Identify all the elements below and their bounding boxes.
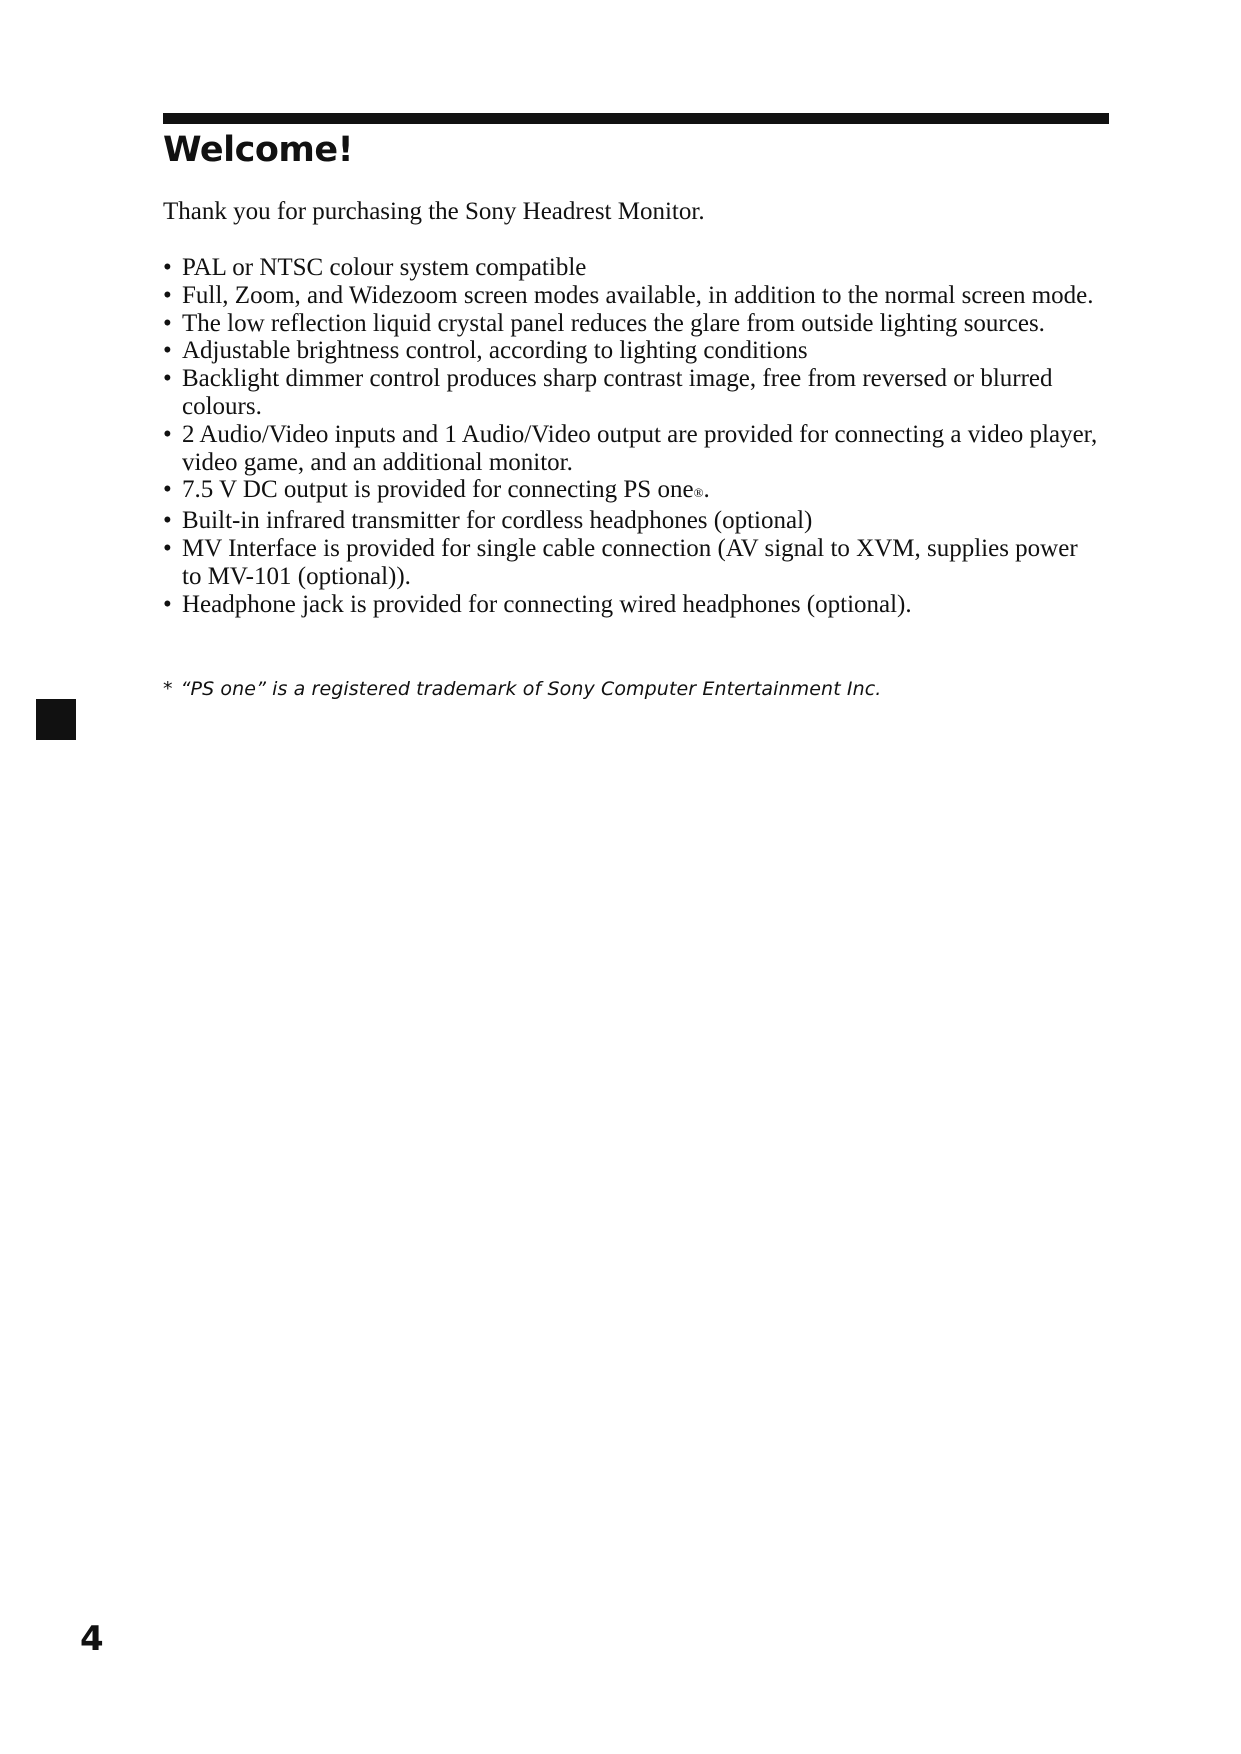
bullet: • [163, 365, 172, 393]
bullet: • [163, 476, 172, 504]
feature-list [163, 254, 1103, 618]
feature-text: Adjustable brightness control, according to lighting conditions [182, 337, 808, 365]
feature-text: Built-in infrared transmitter for cordless headphones (optional) [182, 507, 813, 535]
intro-text: Thank you for purchasing the Sony Headrest Monitor. [163, 198, 705, 225]
feature-text: Full, Zoom, and Widezoom screen modes available, in addition to the normal screen mode. [182, 281, 1094, 309]
feature-text: 7.5 V DC output is provided for connecting PS one [182, 476, 694, 504]
registered-mark: ® [693, 485, 704, 501]
top-rule [163, 113, 1109, 124]
bullet: • [163, 337, 172, 365]
list-item [163, 591, 1103, 619]
bullet: • [163, 507, 172, 535]
list-item [163, 535, 1103, 591]
list-item [163, 365, 1103, 421]
list-item [163, 337, 1103, 365]
feature-text: MV Interface is provided for single cable connection (AV signal to XVM, supplies power to MV-101 (optional)). [182, 534, 1078, 590]
bullet: • [163, 254, 172, 281]
section-tab-marker [36, 699, 76, 740]
list-item [163, 254, 1103, 282]
bullet: • [163, 420, 172, 448]
list-item [163, 421, 1103, 477]
feature-text: The low reflection liquid crystal panel reduces the glare from outside lighting sources. [182, 309, 1045, 337]
bullet: • [163, 309, 172, 337]
list-item [163, 282, 1103, 310]
feature-text: 2 Audio/Video inputs and 1 Audio/Video output are provided for connecting a video player, video game, and an additional monitor. [182, 420, 1098, 476]
list-item [163, 310, 1103, 338]
trademark-footnote [163, 676, 881, 702]
bullet: • [163, 281, 172, 309]
footnote-marker: * [163, 678, 173, 700]
feature-text: PAL or NTSC colour system compatible [182, 254, 587, 281]
bullet: • [163, 590, 172, 618]
page-number: 4 [80, 1619, 104, 1659]
page-title: Welcome! [163, 130, 354, 170]
feature-text: Headphone jack is provided for connecting wired headphones (optional). [182, 590, 912, 618]
feature-text: Backlight dimmer control produces sharp contrast image, free from reversed or blurred colours. [182, 365, 1053, 420]
bullet: • [163, 534, 172, 562]
list-item: • 7.5 V DC output is provided for connecting PS one®. [163, 476, 710, 504]
list-item [163, 507, 1103, 535]
footnote-text: “PS one” is a registered trademark of Sony Computer Entertainment Inc. [180, 678, 882, 700]
